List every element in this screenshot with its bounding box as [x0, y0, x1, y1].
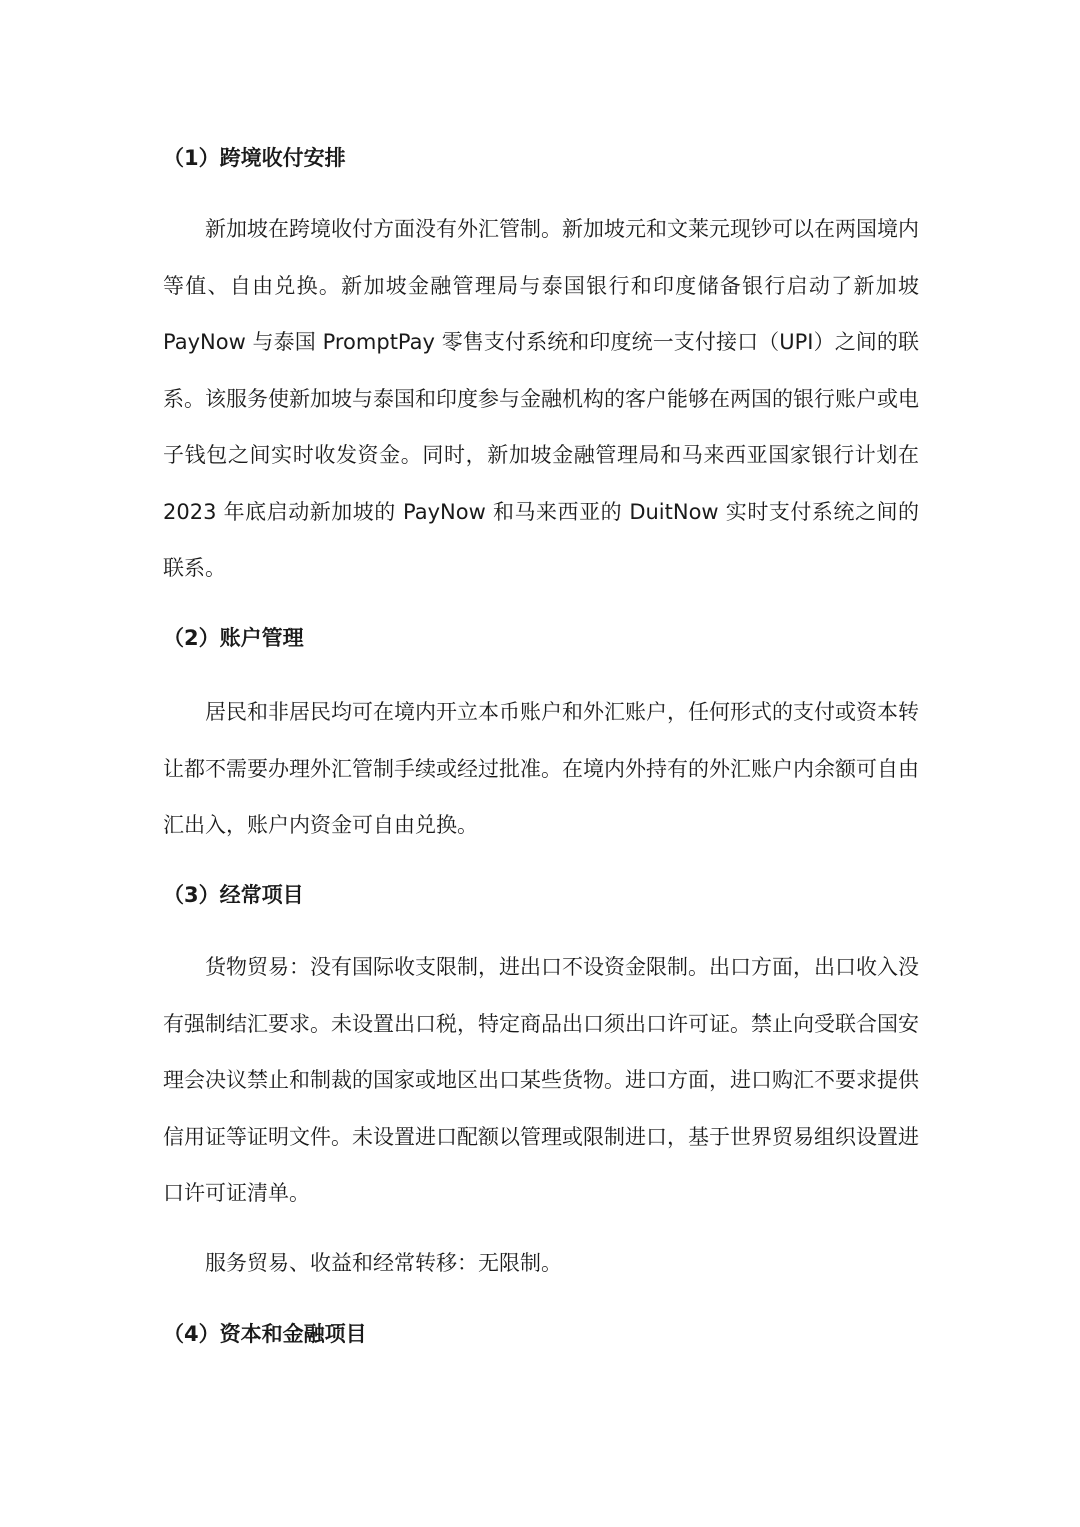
paragraph-services-trade: 服务贸易、收益和经常转移：无限制。 — [205, 1251, 562, 1275]
paragraph-cross-border-payments: 新加坡在跨境收付方面没有外汇管制。新加坡元和文莱元现钞可以在两国境内等值、自由兑换。新加坡金融管理局与泰国银行和印度储备银行启动了新加坡 PayNow 与泰国 PromptPay 零售支付系统和印度统一支付接口（UPI）之间的联系。该服务使新加坡与泰国和印度参与金融机构的客户能够在两国的银行账户或电子钱包之间实时收发资金。同时，新加坡金融管理局和马来西亚国家银行计划在 2023 年底启动新加坡的 PayNow 和马来西亚的 DuitNow 实时支付系统之间的联系。 — [163, 217, 919, 580]
section-heading-account-management: （2）账户管理 — [163, 626, 304, 650]
section-heading-cross-border-payments: （1）跨境收付安排 — [163, 146, 346, 170]
paragraph-account-management: 居民和非居民均可在境内开立本币账户和外汇账户，任何形式的支付或资本转让都不需要办理外汇管制手续或经过批准。在境内外持有的外汇账户内余额可自由汇出入，账户内资金可自由兑换。 — [163, 700, 919, 837]
section-heading-current-account: （3）经常项目 — [163, 883, 304, 907]
paragraph-goods-trade: 货物贸易：没有国际收支限制，进出口不设资金限制。出口方面，出口收入没有强制结汇要求。未设置出口税，特定商品出口须出口许可证。禁止向受联合国安理会决议禁止和制裁的国家或地区出口某些货物。进口方面，进口购汇不要求提供信用证等证明文件。未设置进口配额以管理或限制进口，基于世界贸易组织设置进口许可证清单。 — [163, 955, 919, 1205]
section-heading-capital-financial-account: （4）资本和金融项目 — [163, 1322, 367, 1346]
